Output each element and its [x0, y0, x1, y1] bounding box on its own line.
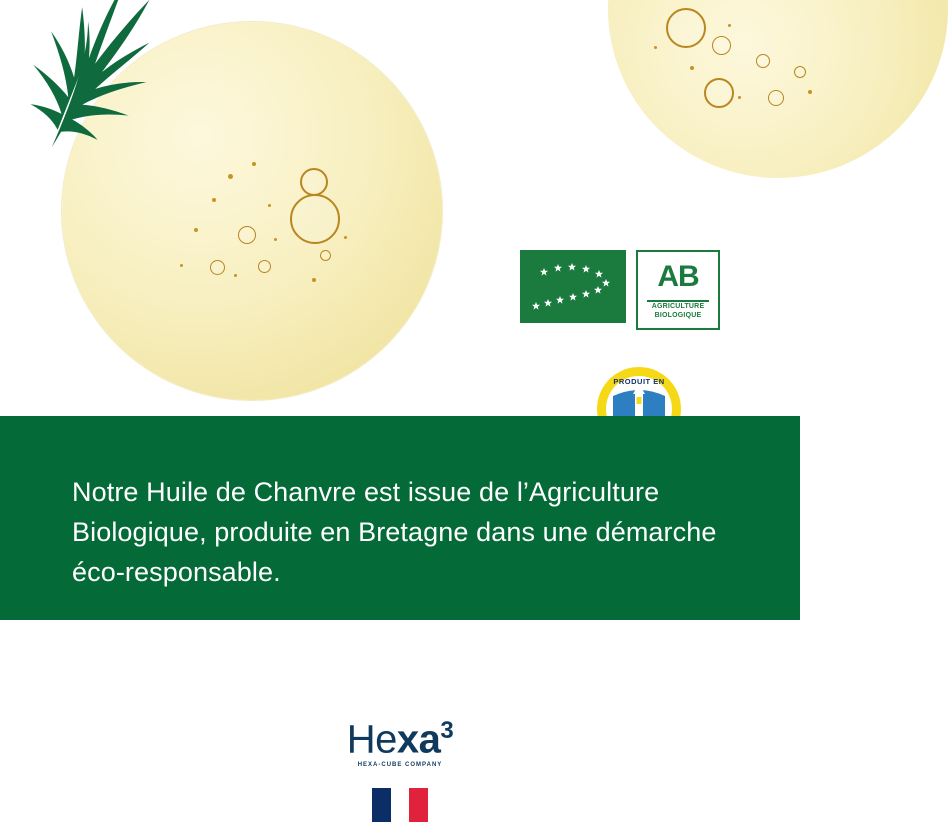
oil-speck	[738, 96, 741, 99]
oil-bubble	[756, 54, 770, 68]
brand-prefix: He	[346, 717, 397, 762]
hemp-leaf-icon	[0, 0, 202, 196]
oil-drop-secondary	[608, 0, 948, 178]
oil-speck	[228, 174, 233, 179]
brand-wordmark	[0, 710, 800, 760]
oil-bubble	[794, 66, 806, 78]
oil-speck	[252, 162, 256, 166]
oil-speck	[808, 90, 812, 94]
brand-bold: xa	[396, 717, 441, 762]
ab-line-1: AGRICULTURE	[651, 303, 705, 310]
eu-organic-logo	[520, 250, 626, 323]
oil-speck	[180, 264, 183, 267]
oil-speck	[344, 236, 347, 239]
oil-bubble	[768, 90, 784, 106]
oil-bubble	[666, 8, 706, 48]
oil-bubble	[320, 250, 331, 261]
ab-organic-logo	[636, 250, 720, 330]
french-flag-icon	[372, 788, 428, 822]
oil-speck	[194, 228, 198, 232]
marketing-message: Notre Huile de Chanvre est issue de l’Agriculture Biologique, produite en Bretagne dans une démarche éco-responsable.	[72, 477, 717, 587]
oil-bubble	[290, 194, 340, 244]
oil-speck	[728, 24, 731, 27]
oil-speck	[274, 238, 277, 241]
oil-bubble	[258, 260, 271, 273]
flag-band-blue	[372, 788, 391, 822]
footer	[0, 620, 800, 800]
oil-bubble	[210, 260, 225, 275]
brand-superscript: 3	[440, 717, 454, 744]
oil-speck	[690, 66, 694, 70]
oil-bubble	[238, 226, 256, 244]
bretagne-top-label: PRODUIT EN	[613, 377, 665, 386]
oil-speck	[212, 198, 216, 202]
ab-line-2: BIOLOGIQUE	[654, 312, 702, 319]
brand-tagline: HEXA-CUBE COMPANY	[357, 762, 443, 769]
oil-speck	[654, 46, 657, 49]
message-band	[0, 416, 800, 620]
oil-speck	[312, 278, 316, 282]
oil-speck	[268, 204, 271, 207]
oil-speck	[234, 274, 237, 277]
flag-band-white	[391, 788, 410, 822]
product-visual-area	[0, 0, 800, 416]
ab-letters: AB	[657, 260, 699, 293]
oil-bubble	[712, 36, 731, 55]
oil-bubble	[300, 168, 328, 196]
oil-bubble	[704, 78, 734, 108]
flag-band-red	[409, 788, 428, 822]
brand-logo	[0, 710, 800, 768]
